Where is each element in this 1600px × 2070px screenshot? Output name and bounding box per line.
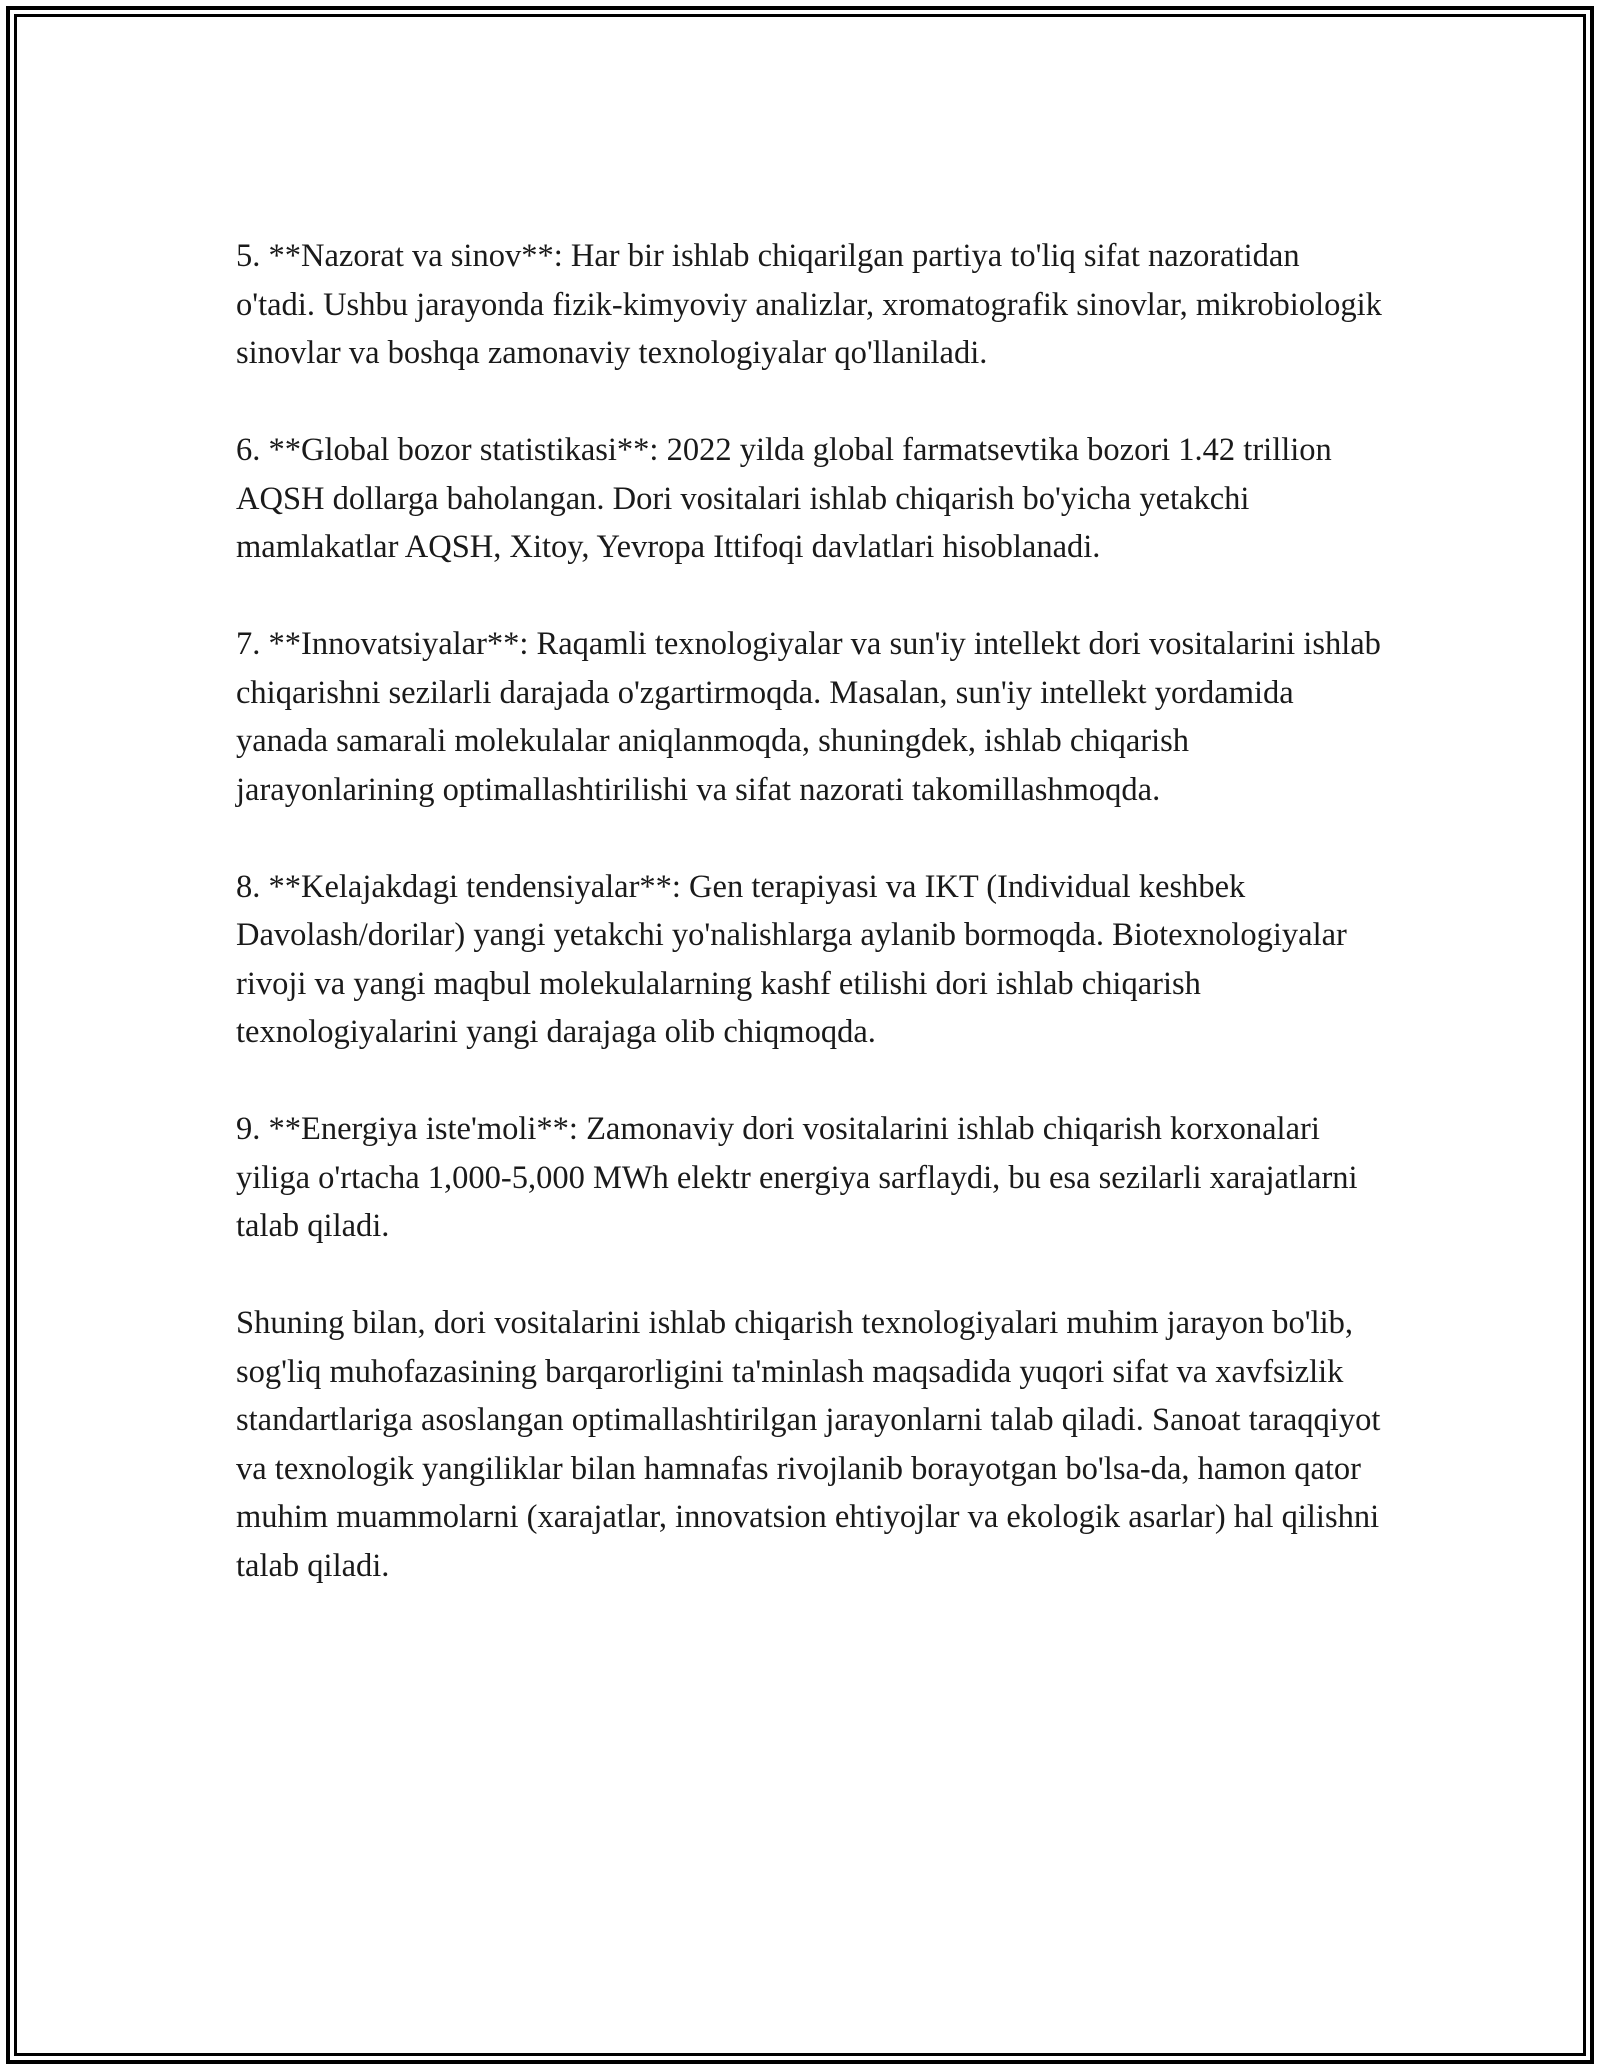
paragraph-quality-control: 5. **Nazorat va sinov**: Har bir ishlab chiqarilgan partiya to'liq sifat nazoratidan o'tadi. Ushbu jarayonda fizik-kimyoviy analizlar, xromatografik sinovlar, mikrobiologik sinovlar va boshqa zamonaviy texnologiyalar qo'llaniladi. (236, 238, 1382, 371)
paragraph-conclusion: Shuning bilan, dori vositalarini ishlab chiqarish texnologiyalari muhim jarayon bo'lib, sog'liq muhofazasining barqarorligini ta'minlash maqsadida yuqori sifat va xavfsizlik standartlariga asoslangan optimallashtirilgan jarayonlarni talab qiladi. Sanoat taraqqiyot va texnologik yangiliklar bilan hamnafas rivojlanib borayotgan bo'lsa-da, hamon qator muhim muammolarni (xarajatlar, innovatsion ehtiyojlar va ekologik asarlar) hal qilishni talab qiladi. (236, 1305, 1381, 1584)
document-body (236, 232, 1386, 1590)
paragraph-global-market: 6. **Global bozor statistikasi**: 2022 yilda global farmatsevtika bozori 1.42 trillion AQSH dollarga baholangan. Dori vositalari ishlab chiqarish bo'yicha yetakchi mamlakatlar AQSH, Xitoy, Yevropa Ittifoqi davlatlari hisoblanadi. (236, 432, 1332, 565)
paragraph-innovations: 7. **Innovatsiyalar**: Raqamli texnologiyalar va sun'iy intellekt dori vositalarini ishlab chiqarishni sezilarli darajada o'zgartirmoqda. Masalan, sun'iy intellekt yordamida yanada samarali molekulalar aniqlanmoqda, shuningdek, ishlab chiqarish jarayonlarining optimallashtirilishi va sifat nazorati takomillashmoqda. (236, 626, 1381, 808)
paragraph-energy-consumption: 9. **Energiya iste'moli**: Zamonaviy dori vositalarini ishlab chiqarish korxonalari yiliga o'rtacha 1,000-5,000 MWh elektr energiya sarflaydi, bu esa sezilarli xarajatlarni talab qiladi. (236, 1111, 1358, 1244)
paragraph-future-trends: 8. **Kelajakdagi tendensiyalar**: Gen terapiyasi va IKT (Individual keshbek Davolash/dorilar) yangi yetakchi yo'nalishlarga aylanib bormoqda. Biotexnologiyalar rivoji va yangi maqbul molekulalarning kashf etilishi dori ishlab chiqarish texnologiyalarini yangi darajaga olib chiqmoqda. (236, 868, 1347, 1050)
